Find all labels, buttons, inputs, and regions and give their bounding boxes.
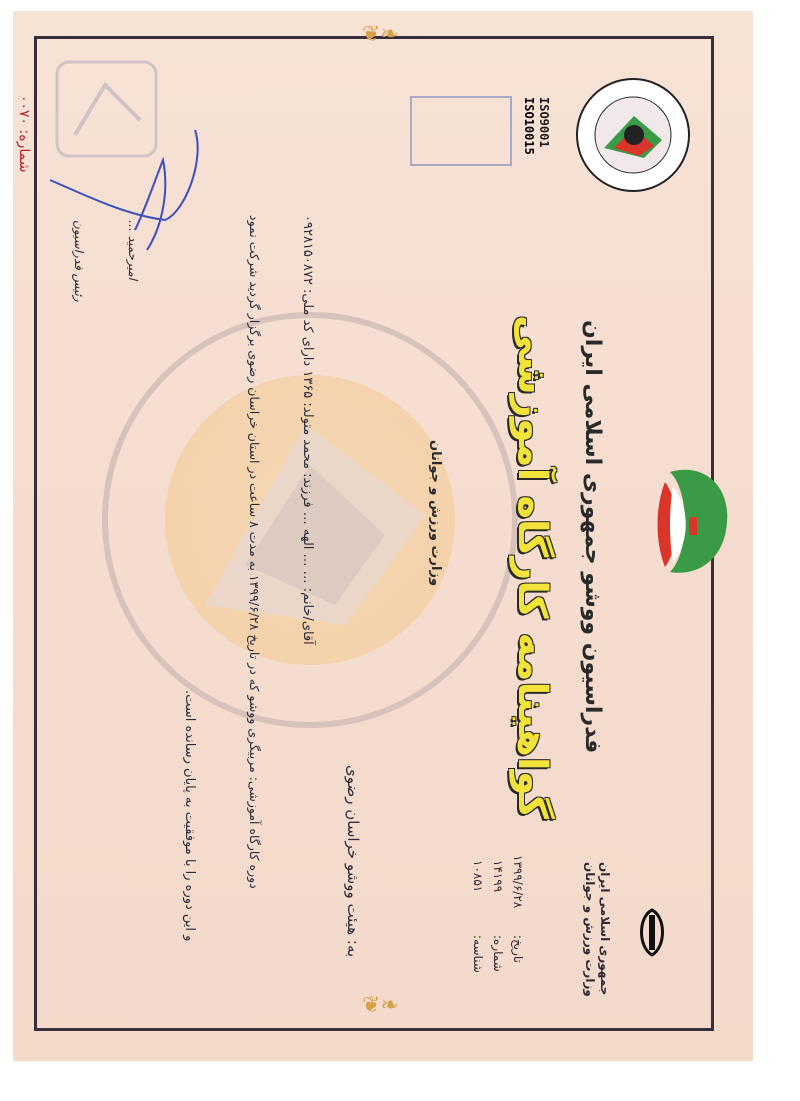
ink-signature [45,120,215,300]
wushu-logo [574,76,692,194]
date-label: تاریخ: [511,935,525,963]
certificate-title: گواهینامه کارگاه آموزشی [509,315,555,819]
federation-heading: فدراسیون ووشو جمهوری اسلامی ایران [580,320,605,754]
id-value: ۱۰۸۵۱ [471,860,485,893]
body-line-4: و این دوره را با موفقیت به پایان رسانده است. [182,690,197,942]
bottom-ornament: ❦❧ [362,993,399,1018]
id-label: شناسه: [471,935,485,973]
iso-label-1: ISO9001 [537,97,551,148]
body-line-2: آقای/خانم: … … الهه … فرزند: محمد متولد: ۱۳۶۵ دارای کد ملی: ۰۹۲۸۱۵۰۸۷۲ [300,215,315,645]
date-value: ۱۳۹۹/۶/۲۸ [511,855,525,909]
flag-emblem [655,462,735,582]
photo-box [410,96,512,166]
header-ministry: وزارت ورزش و جوانان [583,862,597,997]
number-value: ۱۴۱۹۹ [491,860,505,893]
top-ornament: ❦❧ [362,22,399,47]
body-line-3: دوره کارگاه آموزشی: مربیگری ووشو که در تاریخ ۱۳۹۹/۶/۲۸ به مدت ۸ ساعت در استان خراسان رضوی برگزار گردید شرکت نمود [247,215,262,889]
iran-emblem [628,905,676,960]
ministry-heading: وزارت ورزش و جوانان [428,440,443,587]
signature-name: امیرحمید … [126,220,140,281]
iso-label-2: ISO10015 [522,97,536,155]
number-label: شماره: [491,935,505,972]
body-line-1: به: هیئت ووشو خراسان رضوی [344,765,362,958]
signature-title: رئیس فدراسیون [72,220,86,302]
serial-number: شماره: ۰۰۷۰ [16,95,32,173]
header-republic: جمهوری اسلامی ایران [598,862,612,996]
